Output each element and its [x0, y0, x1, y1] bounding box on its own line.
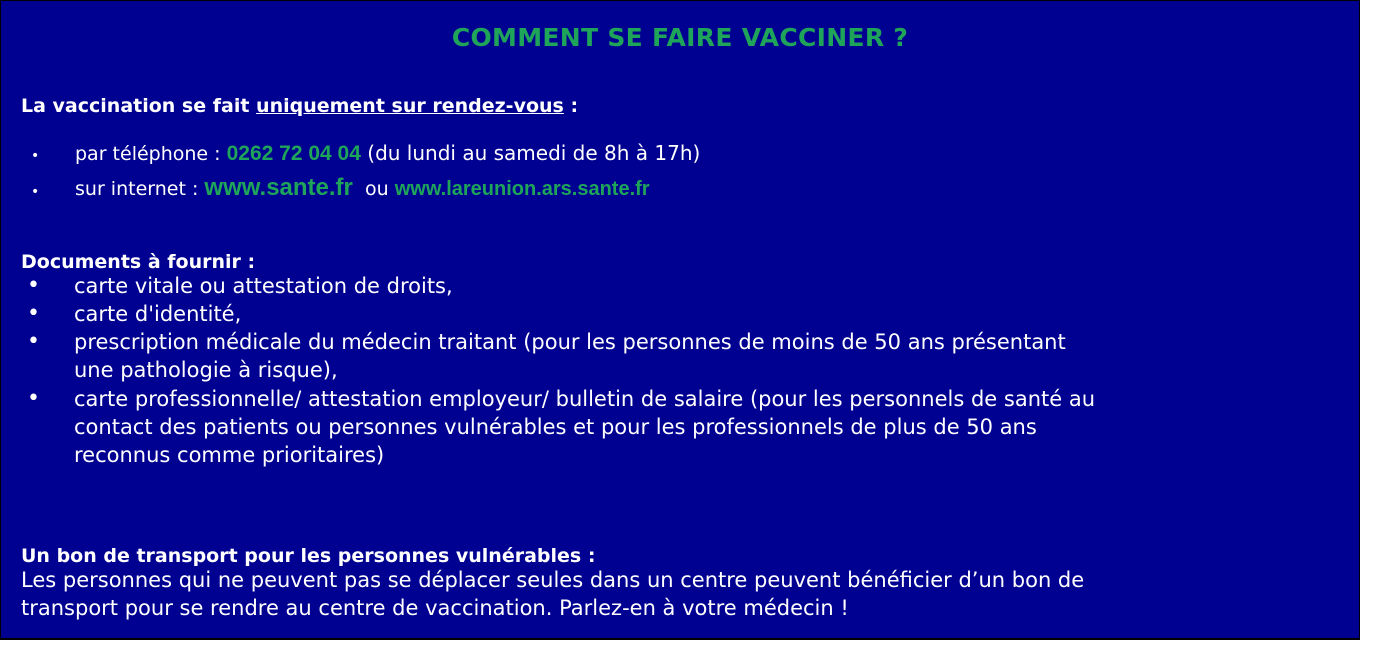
appointment-heading: [21, 94, 578, 118]
internet-line: [75, 175, 650, 202]
bullet-icon: •: [27, 301, 40, 326]
transport-text: Les personnes qui ne peuvent pas se déplacer seules dans un centre peuvent bénéficier d’un bon de transport pour se rendre au centre de vaccination. Parlez-en à votre médecin !: [21, 568, 1085, 620]
phone-prefix: par téléphone :: [75, 143, 227, 165]
appointment-lead: La vaccination se fait: [21, 95, 257, 117]
internet-prefix: sur internet :: [75, 178, 205, 200]
phone-line: [75, 140, 700, 167]
document-item: carte vitale ou attestation de droits,: [74, 274, 453, 298]
bullet-icon: •: [27, 273, 40, 298]
bullet-icon: •: [31, 184, 40, 200]
appointment-underlined: uniquement sur rendez-vous: [256, 95, 564, 117]
internet-or: ou: [364, 178, 389, 200]
document-item: carte professionnelle/ attestation employeur/ bulletin de salaire (pour les personnels de santé au contact des patients ou personnes vulnérables et pour les professionnels de plus de 50 ans reconnus comme prioritaires): [74, 387, 1096, 467]
bullet-icon: •: [27, 386, 40, 411]
documents-heading: Documents à fournir :: [21, 251, 256, 273]
appointment-tail: :: [563, 95, 579, 117]
transport-heading: Un bon de transport pour les personnes vulnérables :: [21, 545, 596, 567]
bullet-icon: •: [27, 329, 40, 354]
phone-hours: (du lundi au samedi de 8h à 17h): [360, 141, 701, 165]
bullet-icon: •: [31, 148, 40, 164]
document-item: carte d'identité,: [74, 302, 242, 326]
document-item: prescription médicale du médecin traitant (pour les personnes de moins de 50 ans présentant une pathologie à risque),: [74, 330, 1066, 382]
site-link-ars[interactable]: www.lareunion.ars.sante.fr: [394, 178, 650, 200]
site-link-sante[interactable]: www.sante.fr: [204, 174, 353, 201]
phone-number[interactable]: 0262 72 04 04: [226, 142, 361, 165]
page-title: COMMENT SE FAIRE VACCINER ?: [451, 23, 909, 52]
